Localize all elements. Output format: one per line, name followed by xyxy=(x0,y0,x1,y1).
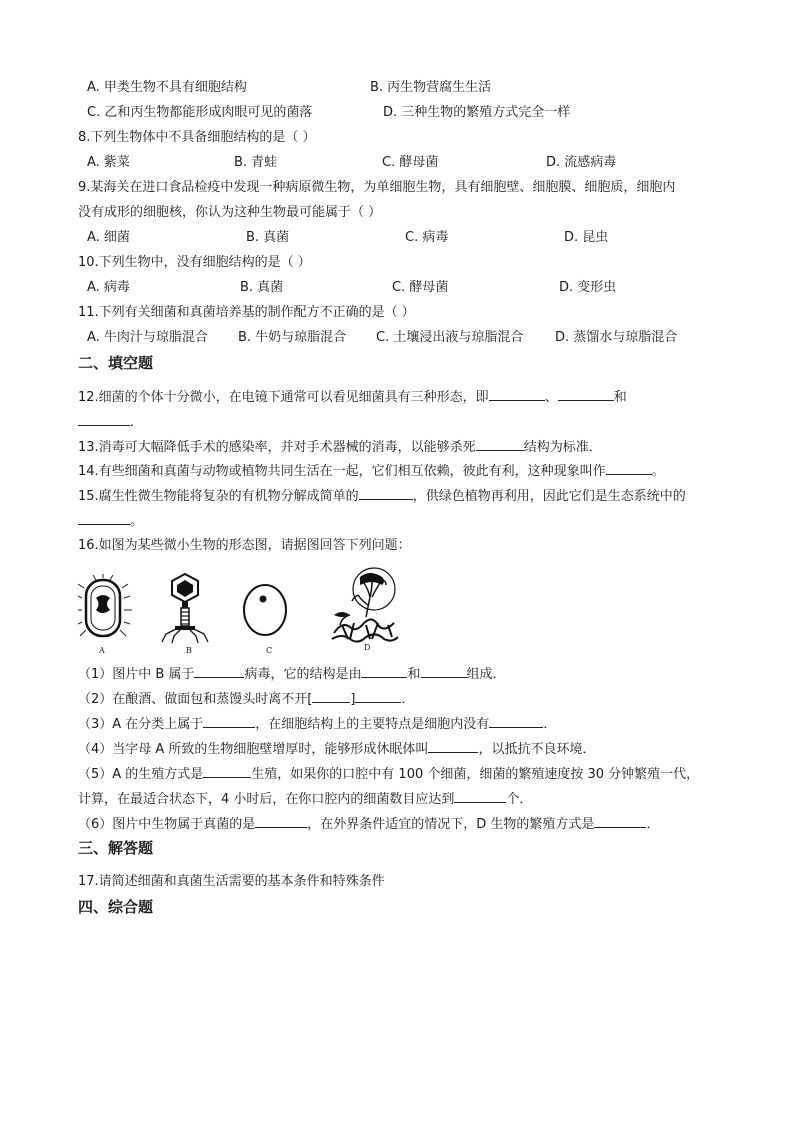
question-8-stem: 8.下列生物体中不具备细胞结构的是（ ） xyxy=(78,130,316,145)
figure-label-b: B xyxy=(186,646,192,655)
end-mark: 。 xyxy=(651,464,665,479)
q16-sub-1 xyxy=(78,665,506,684)
q16-sub-1-text-4: 组成． xyxy=(466,667,506,682)
q16-sub-1-text-2: 病毒，它的结构是由 xyxy=(244,667,362,682)
option-c: C. 乙和丙生物都能形成肉眼可见的菌落 xyxy=(87,105,313,120)
question-12-text: 12.细菌的个体十分微小，在电镜下通常可以看见细菌具有三种形态，即 xyxy=(78,390,489,405)
q11-option-c: C. 土壤浸出液与琼脂混合 xyxy=(376,330,524,345)
question-12-line1 xyxy=(78,388,627,407)
answer-blank[interactable] xyxy=(606,462,652,475)
section-heading-comprehensive: 四、综合题 xyxy=(78,898,154,916)
figure-label-c: C xyxy=(266,646,273,655)
question-15-text-2: ，供绿色植物再利用，因此它们是生态系统中的 xyxy=(412,489,686,504)
answer-blank[interactable] xyxy=(78,413,130,426)
q11-option-b: B. 牛奶与琼脂混合 xyxy=(238,330,347,345)
answer-blank[interactable] xyxy=(489,715,543,728)
end-mark: 。 xyxy=(130,514,144,529)
answer-blank[interactable] xyxy=(355,690,401,703)
bacterium-figure xyxy=(78,574,138,644)
q16-sub-5-text-2: 生殖，如果你的口腔中有 100 个细菌，细菌的繁殖速度按 30 分钟繁殖一代， xyxy=(251,767,700,782)
question-13 xyxy=(78,438,602,457)
separator: 、 xyxy=(544,390,558,405)
answer-blank[interactable] xyxy=(312,690,350,703)
figure-label-d: D xyxy=(364,643,371,652)
option-d: D. 三种生物的繁殖方式完全一样 xyxy=(383,105,571,120)
question-14 xyxy=(78,462,665,481)
q16-sub-6 xyxy=(78,815,659,834)
q16-sub-3 xyxy=(78,715,556,734)
q16-sub-2-text-2: ] xyxy=(350,692,356,707)
answer-blank[interactable] xyxy=(454,790,506,803)
question-15-line2 xyxy=(78,512,143,531)
question-12-line2 xyxy=(78,413,143,432)
section-heading-fill-in: 二、填空题 xyxy=(78,354,154,372)
section-heading-answer: 三、解答题 xyxy=(78,839,154,857)
question-13-text: 13.消毒可大幅降低手术的感染率，并对手术器械的消毒，以能够杀死 xyxy=(78,440,476,455)
question-9-stem-line2: 没有成形的细胞核，你认为这种生物最可能属于（ ） xyxy=(78,205,382,220)
answer-blank[interactable] xyxy=(489,388,545,401)
yeast-figure xyxy=(240,582,290,638)
figure-label-a: A xyxy=(99,646,105,655)
q16-sub-4-text: （4）当字母 A 所致的生物细胞壁增厚时，能够形成休眠体叫 xyxy=(78,742,429,757)
q11-option-a: A. 牛肉汁与琼脂混合 xyxy=(87,330,208,345)
q16-sub-1-text-3: 和 xyxy=(407,667,421,682)
question-10-stem: 10.下列生物中，没有细胞结构的是（ ） xyxy=(78,255,311,270)
q10-option-a: A. 病毒 xyxy=(87,280,130,295)
answer-blank[interactable] xyxy=(594,815,646,828)
q9-option-d: D. 昆虫 xyxy=(564,230,609,245)
end-mark: ． xyxy=(646,817,660,832)
q16-sub-5-line2 xyxy=(78,790,532,809)
answer-blank[interactable] xyxy=(194,665,244,678)
answer-blank[interactable] xyxy=(78,512,130,525)
q16-sub-4 xyxy=(78,740,595,759)
end-mark: ． xyxy=(543,717,557,732)
option-a: A. 甲类生物不具有细胞结构 xyxy=(87,80,247,95)
q9-option-b: B. 真菌 xyxy=(246,230,290,245)
answer-blank[interactable] xyxy=(255,815,307,828)
q16-sub-2 xyxy=(78,690,414,709)
q16-sub-3-text-2: ，在细胞结构上的主要特点是细胞内没有 xyxy=(255,717,490,732)
answer-blank[interactable] xyxy=(203,715,255,728)
question-13-text-end: 结构为标准． xyxy=(523,440,602,455)
option-b: B. 丙生物营腐生生活 xyxy=(370,80,492,95)
q16-sub-5-line1 xyxy=(78,765,699,784)
q10-option-d: D. 变形虫 xyxy=(559,280,617,295)
separator: 和 xyxy=(613,390,627,405)
q10-option-b: B. 真菌 xyxy=(240,280,284,295)
q16-sub-1-text: （1）图片中 B 属于 xyxy=(78,667,195,682)
question-15-line1 xyxy=(78,487,686,506)
q16-sub-5-text: （5）A 的生殖方式是 xyxy=(78,767,204,782)
answer-blank[interactable] xyxy=(558,388,614,401)
answer-blank[interactable] xyxy=(428,740,478,753)
q9-option-c: C. 病毒 xyxy=(405,230,449,245)
answer-blank[interactable] xyxy=(359,487,413,500)
mold-figure xyxy=(330,565,408,643)
question-17: 17.请简述细菌和真菌生活需要的基本条件和特殊条件 xyxy=(78,874,385,889)
end-mark: ． xyxy=(401,692,415,707)
answer-blank[interactable] xyxy=(361,665,407,678)
end-mark: ． xyxy=(130,415,144,430)
q16-sub-6-text: （6）图片中生物属于真菌的是 xyxy=(78,817,256,832)
question-11-stem: 11.下列有关细菌和真菌培养基的制作配方不正确的是（ ） xyxy=(78,305,415,320)
question-14-text: 14.有些细菌和真菌与动物或植物共同生活在一起，它们相互依赖，彼此有利，这种现象叫作 xyxy=(78,464,606,479)
q8-option-a: A. 紫菜 xyxy=(87,155,130,170)
virus-figure xyxy=(158,572,212,644)
q9-option-a: A. 细菌 xyxy=(87,230,130,245)
answer-blank[interactable] xyxy=(476,438,524,451)
q16-sub-5-text-3: 计算，在最适合状态下，4 小时后，在你口腔内的细菌数目应达到 xyxy=(78,792,455,807)
q16-sub-6-text-2: ，在外界条件适宜的情况下，D 生物的繁殖方式是 xyxy=(307,817,595,832)
q16-sub-2-text: （2）在酿酒、做面包和蒸馒头时离不开[ xyxy=(78,692,313,707)
q8-option-d: D. 流感病毒 xyxy=(546,155,617,170)
q8-option-b: B. 青蛙 xyxy=(234,155,278,170)
answer-blank[interactable] xyxy=(421,665,467,678)
q16-sub-3-text: （3）A 在分类上属于 xyxy=(78,717,204,732)
q8-option-c: C. 酵母菌 xyxy=(382,155,439,170)
answer-blank[interactable] xyxy=(203,765,251,778)
question-15-text: 15.腐生性微生物能将复杂的有机物分解成简单的 xyxy=(78,489,359,504)
q11-option-d: D. 蒸馏水与琼脂混合 xyxy=(555,330,678,345)
q10-option-c: C. 酵母菌 xyxy=(392,280,449,295)
question-9-stem-line1: 9.某海关在进口食品检疫中发现一种病原微生物，为单细胞生物，具有细胞壁、细胞膜、细胞质，细胞内 xyxy=(78,180,676,195)
question-16-stem: 16.如图为某些微小生物的形态图，请据图回答下列问题： xyxy=(78,538,411,553)
q16-sub-5-text-4: 个． xyxy=(506,792,533,807)
q16-sub-4-text-2: ，以抵抗不良环境． xyxy=(478,742,596,757)
